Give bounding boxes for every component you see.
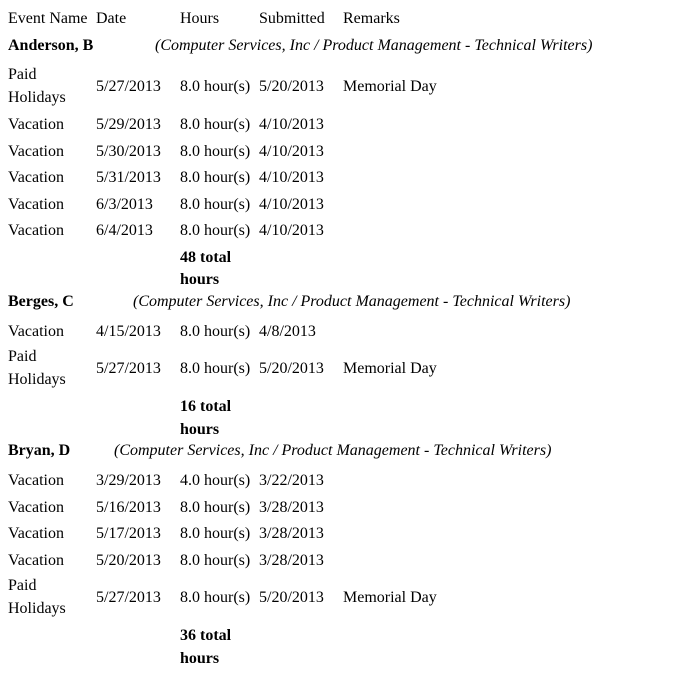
- entry-event-name: Vacation: [8, 472, 64, 489]
- entry-event-name: Paid Holidays: [8, 348, 66, 388]
- entry-date: 6/4/2013: [96, 222, 153, 239]
- entry-submitted-date: 5/20/2013: [259, 360, 324, 377]
- entry-event-name: Paid Holidays: [8, 577, 66, 617]
- entry-date: 3/29/2013: [96, 472, 161, 489]
- time-off-entry-row: [8, 112, 698, 139]
- entry-event-name: Vacation: [8, 222, 64, 239]
- time-off-entry-row: [8, 319, 698, 346]
- employee-group: [8, 290, 698, 440]
- entry-event-name: Paid Holidays: [8, 66, 66, 106]
- total-hours: 48 total hours: [180, 248, 232, 288]
- entry-hours: 4.0 hour(s): [180, 472, 251, 489]
- time-off-entry-row: [8, 468, 698, 495]
- entry-submitted-date: 3/28/2013: [259, 551, 324, 569]
- employee-groups: [8, 34, 698, 668]
- entry-remarks: Memorial Day: [343, 78, 437, 95]
- employee-total-row: [8, 394, 698, 439]
- employee-department: (Computer Services, Inc / Product Management - Technical Writers): [133, 292, 571, 310]
- total-hours: 36 total hours: [180, 627, 232, 667]
- entry-event-name: Vacation: [8, 142, 64, 160]
- time-off-entry-row: [8, 574, 698, 623]
- entry-submitted-date: 4/10/2013: [259, 142, 324, 160]
- entry-hours: 8.0 hour(s): [180, 142, 251, 160]
- entry-date: 5/27/2013: [96, 78, 161, 95]
- entry-hours: 8.0 hour(s): [180, 498, 251, 516]
- entry-date: 4/15/2013: [96, 322, 161, 340]
- entry-submitted-date: 4/10/2013: [259, 169, 324, 186]
- entry-event-name: Vacation: [8, 322, 64, 340]
- employee-name: Anderson, B: [8, 37, 94, 54]
- entry-hours: 8.0 hour(s): [180, 195, 251, 213]
- time-off-entry-row: [8, 165, 698, 192]
- time-off-entry-row: [8, 218, 698, 245]
- time-off-entry-row: [8, 345, 698, 394]
- entry-submitted-date: 4/8/2013: [259, 322, 316, 340]
- entry-submitted-date: 5/20/2013: [259, 589, 324, 606]
- employee-name: Bryan, D: [8, 442, 71, 459]
- employee-department: (Computer Services, Inc / Product Management - Technical Writers): [114, 442, 552, 459]
- entry-submitted-date: 3/22/2013: [259, 472, 324, 489]
- employee-name: Berges, C: [8, 292, 74, 310]
- entry-hours: 8.0 hour(s): [180, 169, 251, 186]
- total-hours: 16 total hours: [180, 398, 232, 438]
- entry-event-name: Vacation: [8, 498, 64, 516]
- entry-hours: 8.0 hour(s): [180, 78, 251, 95]
- time-off-report: [8, 8, 698, 668]
- entry-submitted-date: 3/28/2013: [259, 498, 324, 516]
- entry-date: 5/27/2013: [96, 589, 161, 606]
- employee-total-row: [8, 245, 698, 290]
- entry-submitted-date: 5/20/2013: [259, 78, 324, 95]
- entry-event-name: Vacation: [8, 525, 64, 542]
- column-header-remarks: Remarks: [343, 10, 400, 27]
- entry-remarks: Memorial Day: [343, 589, 437, 606]
- employee-group: [8, 439, 698, 668]
- employee-total-row: [8, 623, 698, 668]
- entry-date: 5/29/2013: [96, 116, 161, 133]
- employee-department: (Computer Services, Inc / Product Management - Technical Writers): [155, 37, 593, 54]
- entry-remarks: Memorial Day: [343, 360, 437, 377]
- employee-group: [8, 34, 698, 290]
- entry-date: 5/27/2013: [96, 360, 161, 377]
- entry-date: 5/16/2013: [96, 498, 161, 516]
- time-off-entry-row: [8, 139, 698, 166]
- entry-date: 5/31/2013: [96, 169, 161, 186]
- entry-hours: 8.0 hour(s): [180, 551, 251, 569]
- entry-submitted-date: 4/10/2013: [259, 222, 324, 239]
- time-off-entry-row: [8, 63, 698, 112]
- entry-submitted-date: 3/28/2013: [259, 525, 324, 542]
- entry-submitted-date: 4/10/2013: [259, 195, 324, 213]
- entry-hours: 8.0 hour(s): [180, 322, 251, 340]
- employee-header-row: [8, 439, 698, 468]
- time-off-entry-row: [8, 192, 698, 219]
- column-header-hours: Hours: [180, 10, 220, 27]
- entry-hours: 8.0 hour(s): [180, 589, 251, 606]
- column-header-row: [8, 8, 698, 34]
- employee-header-row: [8, 34, 698, 63]
- entry-hours: 8.0 hour(s): [180, 116, 251, 133]
- entry-event-name: Vacation: [8, 551, 64, 569]
- time-off-entry-row: [8, 548, 698, 575]
- column-header-submitted: Submitted: [259, 10, 325, 27]
- time-off-entry-row: [8, 495, 698, 522]
- entry-date: 6/3/2013: [96, 195, 153, 213]
- column-header-date: Date: [96, 10, 127, 27]
- entry-hours: 8.0 hour(s): [180, 222, 251, 239]
- entry-event-name: Vacation: [8, 169, 64, 186]
- entry-hours: 8.0 hour(s): [180, 525, 251, 542]
- entry-hours: 8.0 hour(s): [180, 360, 251, 377]
- entry-event-name: Vacation: [8, 116, 64, 133]
- entry-date: 5/20/2013: [96, 551, 161, 569]
- time-off-entry-row: [8, 521, 698, 548]
- employee-header-row: [8, 290, 698, 319]
- entry-date: 5/30/2013: [96, 142, 161, 160]
- entry-submitted-date: 4/10/2013: [259, 116, 324, 133]
- column-header-event: Event Name: [8, 10, 88, 27]
- entry-event-name: Vacation: [8, 195, 64, 213]
- entry-date: 5/17/2013: [96, 525, 161, 542]
